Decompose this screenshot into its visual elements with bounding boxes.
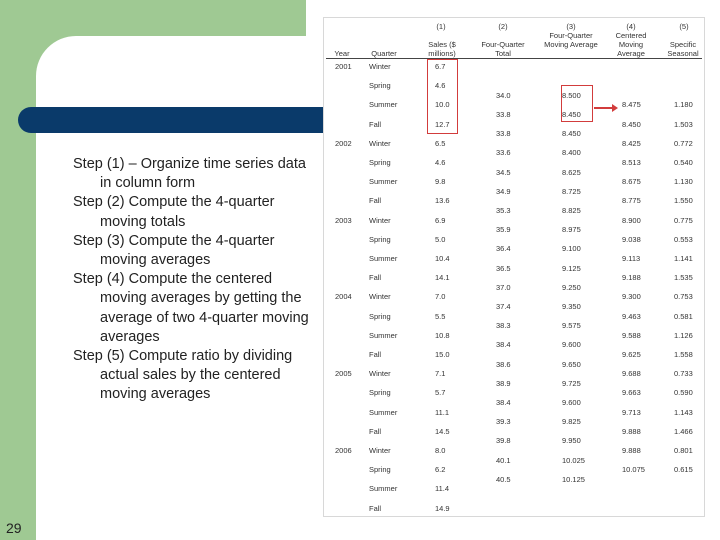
table-cell-total: 36.5 [496, 263, 511, 273]
table-cell-year: 2004 [335, 292, 352, 302]
table-cell-specific: 0.772 [674, 138, 693, 148]
header-year: Year [334, 49, 350, 58]
table-cell-total: 33.6 [496, 148, 511, 158]
table-cell-moving: 9.600 [562, 340, 581, 350]
table-cell-quarter: Fall [369, 426, 382, 436]
table-cell-quarter: Spring [369, 81, 391, 91]
table-cell-moving: 9.600 [562, 398, 581, 407]
column-number-3: (3) [566, 22, 576, 31]
table-cell-total: 34.5 [496, 167, 511, 177]
table-cell-specific: 1.126 [674, 330, 693, 340]
table-cell-quarter: Summer [369, 484, 398, 494]
table-cell-sales: 7.0 [435, 292, 446, 302]
table-cell-specific: 0.553 [674, 234, 693, 244]
table-cell-centered: 9.588 [622, 330, 641, 340]
table-cell-quarter: Summer [369, 254, 398, 263]
table-cell-centered: 8.775 [622, 196, 641, 206]
table-cell-total: 37.0 [496, 282, 511, 292]
table-cell-quarter: Fall [369, 350, 382, 359]
column-number-2: (2) [498, 22, 508, 31]
table-cell-specific: 1.535 [674, 273, 693, 283]
table-cell-quarter: Summer [369, 177, 398, 187]
header-centered: Centered Moving Average [615, 31, 647, 58]
table-cell-moving: 8.825 [562, 206, 581, 215]
table-cell-specific: 1.466 [674, 426, 693, 436]
table-cell-specific: 0.540 [674, 158, 693, 167]
table-cell-specific: 1.180 [674, 100, 693, 110]
highlight-moving-box [561, 85, 593, 122]
table-cell-centered: 8.475 [622, 100, 641, 110]
table-cell-year: 2006 [335, 446, 352, 455]
table-cell-centered: 8.425 [622, 138, 641, 148]
table-cell-year: 2002 [335, 138, 352, 148]
table-cell-total: 38.4 [496, 398, 511, 407]
table-cell-total: 38.4 [496, 340, 511, 350]
table-cell-specific: 0.590 [674, 388, 693, 398]
table-cell-centered: 9.300 [622, 292, 641, 302]
table-cell-sales: 8.0 [435, 446, 446, 455]
steps-list [73, 155, 313, 405]
table-cell-quarter: Winter [369, 369, 391, 379]
table-cell-specific: 1.558 [674, 350, 693, 359]
table-cell-centered: 8.450 [622, 119, 641, 129]
table-cell-year: 2003 [335, 215, 352, 225]
table-cell-centered: 9.188 [622, 273, 641, 283]
table-cell-quarter: Fall [369, 273, 382, 283]
table-cell-sales: 5.5 [435, 311, 446, 321]
table-cell-sales: 6.9 [435, 215, 446, 225]
table-cell-centered: 9.888 [622, 426, 641, 436]
table-cell-moving: 9.350 [562, 302, 581, 311]
step-3: Step (3) Compute the 4-quarter moving averages [73, 232, 275, 269]
table-cell-specific: 0.615 [674, 465, 693, 475]
table-cell-centered: 9.888 [622, 446, 641, 455]
table-cell-sales: 11.4 [435, 484, 450, 494]
table-cell-moving: 8.500 [562, 90, 581, 100]
table-cell-quarter: Spring [369, 158, 391, 167]
table-cell-total: 35.3 [496, 206, 511, 215]
step-2: Step (2) Compute the 4-quarter moving totals [73, 194, 275, 230]
table-cell-centered: 9.113 [622, 254, 641, 263]
table-cell-moving: 9.650 [562, 359, 581, 369]
table-cell-quarter: Summer [369, 407, 398, 417]
table-cell-sales: 10.4 [435, 254, 450, 263]
header-quarter: Quarter [371, 49, 397, 58]
step-5: Step (5) Compute ratio by dividing actual sales by the centered moving averages [73, 348, 293, 403]
table-cell-specific: 0.775 [674, 215, 693, 225]
table-cell-moving: 9.725 [562, 378, 581, 388]
table-cell-quarter: Summer [369, 330, 398, 340]
table-cell-specific: 0.753 [674, 292, 693, 302]
header-sales: Sales ($ millions) [428, 40, 456, 58]
table-cell-centered: 8.675 [622, 177, 641, 187]
table-cell-sales: 5.0 [435, 234, 446, 244]
column-number-4: (4) [626, 22, 636, 31]
table-cell-moving: 9.950 [562, 436, 581, 446]
table-cell-moving: 8.450 [562, 129, 581, 139]
title-accent-bar [18, 107, 328, 133]
table-cell-centered: 9.688 [622, 369, 641, 379]
table-cell-specific: 0.801 [674, 446, 693, 455]
table-cell-sales: 14.5 [435, 426, 450, 436]
table-cell-quarter: Spring [369, 465, 391, 475]
table-cell-total: 39.8 [496, 436, 511, 446]
table-cell-quarter: Winter [369, 292, 391, 302]
table-cell-sales: 9.8 [435, 177, 446, 187]
table-cell-centered: 9.038 [622, 234, 641, 244]
seasonal-index-table [323, 17, 705, 517]
table-cell-moving: 8.975 [562, 225, 581, 235]
table-cell-year: 2005 [335, 369, 352, 379]
table-cell-total: 33.8 [496, 129, 511, 139]
table-cell-specific: 0.733 [674, 369, 693, 379]
table-cell-moving: 10.125 [562, 474, 585, 484]
table-cell-moving: 9.100 [562, 244, 581, 254]
left-accent-bar [0, 0, 36, 540]
table-cell-sales: 6.2 [435, 465, 446, 475]
step-4: Step (4) Compute the centered moving averages by getting the average of two 4-quarter moving averages [73, 271, 309, 345]
table-cell-sales: 4.6 [435, 158, 446, 167]
table-cell-centered: 9.663 [622, 388, 641, 398]
table-cell-moving: 9.575 [562, 321, 581, 331]
table-cell-total: 38.6 [496, 359, 511, 369]
table-cell-specific: 1.143 [674, 407, 693, 417]
table-cell-total: 34.9 [496, 186, 511, 196]
table-cell-sales: 6.7 [435, 62, 446, 71]
table-cell-quarter: Fall [369, 503, 382, 513]
table-cell-total: 38.9 [496, 378, 511, 388]
table-cell-moving: 9.250 [562, 282, 581, 292]
table-cell-total: 36.4 [496, 244, 511, 254]
table-cell-moving: 8.625 [562, 167, 581, 177]
table-cell-centered: 10.075 [622, 465, 645, 475]
table-cell-quarter: Winter [369, 446, 391, 455]
table-cell-moving: 10.025 [562, 455, 585, 465]
table-cell-total: 40.1 [496, 455, 511, 465]
table-cell-quarter: Fall [369, 196, 382, 206]
table-cell-quarter: Winter [369, 62, 391, 71]
top-accent-bar [36, 0, 306, 36]
table-cell-centered: 8.513 [622, 158, 641, 167]
table-cell-sales: 6.5 [435, 138, 446, 148]
table-cell-quarter: Winter [369, 215, 391, 225]
table-cell-quarter: Spring [369, 388, 391, 398]
table-cell-sales: 12.7 [435, 119, 450, 129]
table-cell-sales: 15.0 [435, 350, 450, 359]
table-cell-quarter: Fall [369, 119, 382, 129]
table-cell-centered: 9.713 [622, 407, 641, 417]
header-rule [326, 58, 702, 59]
table-cell-total: 34.0 [496, 90, 511, 100]
table-cell-moving: 8.725 [562, 186, 581, 196]
table-cell-sales: 5.7 [435, 388, 446, 398]
table-cell-sales: 14.1 [435, 273, 450, 283]
table-cell-moving: 9.825 [562, 417, 581, 427]
table-cell-total: 37.4 [496, 302, 511, 311]
header-specific: Specific Seasonal [667, 40, 699, 58]
highlight-sales-box [427, 59, 458, 134]
table-cell-total: 35.9 [496, 225, 511, 235]
table-cell-quarter: Summer [369, 100, 398, 110]
table-cell-specific: 1.550 [674, 196, 693, 206]
column-number-5: (5) [679, 22, 689, 31]
table-cell-sales: 10.0 [435, 100, 450, 110]
table-cell-total: 38.3 [496, 321, 511, 331]
table-cell-year: 2001 [335, 62, 352, 71]
table-cell-sales: 7.1 [435, 369, 446, 379]
page-number: 29 [6, 520, 22, 536]
table-cell-specific: 0.581 [674, 311, 693, 321]
table-cell-moving: 8.450 [562, 110, 581, 119]
step-1: Step (1) – Organize time series data in column form [73, 156, 306, 192]
table-cell-sales: 14.9 [435, 503, 450, 513]
table-cell-specific: 1.503 [674, 119, 693, 129]
table-cell-moving: 8.400 [562, 148, 581, 158]
table-cell-specific: 1.130 [674, 177, 693, 187]
table-cell-total: 40.5 [496, 474, 511, 484]
table-cell-total: 39.3 [496, 417, 511, 427]
table-cell-quarter: Winter [369, 138, 391, 148]
table-cell-specific: 1.141 [674, 254, 693, 263]
header-total: Four-Quarter Total [481, 40, 525, 58]
table-cell-centered: 9.463 [622, 311, 641, 321]
table-cell-sales: 10.8 [435, 330, 450, 340]
header-moving: Four-Quarter Moving Average [544, 31, 598, 49]
table-cell-moving: 9.125 [562, 263, 581, 273]
table-cell-sales: 13.6 [435, 196, 450, 206]
table-cell-sales: 4.6 [435, 81, 446, 91]
column-number-1: (1) [436, 22, 446, 31]
table-cell-centered: 9.625 [622, 350, 641, 359]
table-cell-sales: 11.1 [435, 407, 450, 417]
table-cell-quarter: Spring [369, 311, 391, 321]
table-cell-centered: 8.900 [622, 215, 641, 225]
highlight-arrow [594, 107, 612, 109]
table-cell-quarter: Spring [369, 234, 391, 244]
table-cell-total: 33.8 [496, 110, 511, 119]
